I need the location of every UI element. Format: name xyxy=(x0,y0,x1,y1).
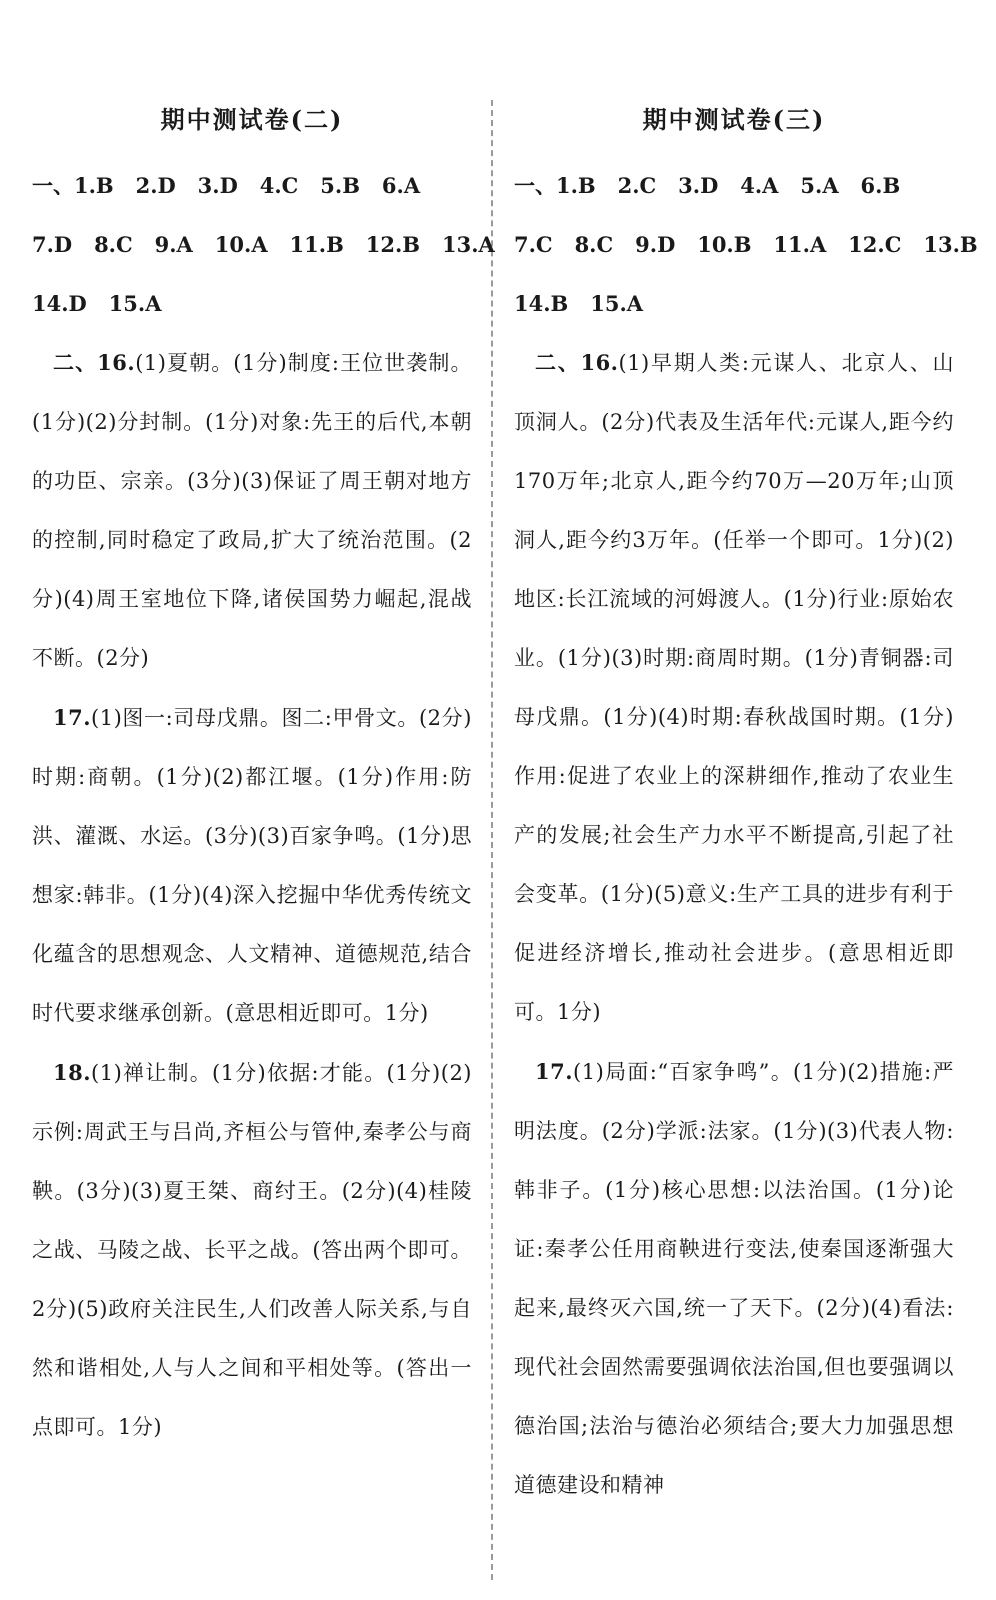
left-item-18 xyxy=(32,1043,472,1457)
right-mc-row-2: 7.C 8.C 9.D 10.B 11.A 12.C 13.B xyxy=(514,232,978,257)
left-column xyxy=(32,104,495,1457)
right-item-16 xyxy=(514,333,954,1042)
item-text: (1)夏朝。(1分)制度:王位世袭制。(1分)(2)分封制。(1分)对象:先王的后代,本朝的功臣、宗亲。(3分)(3)保证了周王朝对地方的控制,同时稳定了政局,扩大了统治范围。(2分)(4)周王室地位下降,诸侯国势力崛起,混战不断。(2分) xyxy=(32,351,472,670)
item-text: (1)局面:“百家争鸣”。(1分)(2)措施:严明法度。(2分)学派:法家。(1分)(3)代表人物:韩非子。(1分)核心思想:以法治国。(1分)论证:秦孝公任用商鞅进行变法,使秦国逐渐强大起来,最终灭六国,统一了天下。(2分)(4)看法:现代社会固然需要强调依法治国,但也要强调以德治国;法治与德治必须结合;要大力加强思想道德建设和精神 xyxy=(514,1060,954,1497)
left-mc-row-3: 14.D 15.A xyxy=(32,291,162,316)
left-mc-row-1: 一、1.B 2.D 3.D 4.C 5.B 6.A xyxy=(32,173,421,198)
right-column xyxy=(514,104,978,1515)
item-text: (1)图一:司母戊鼎。图二:甲骨文。(2分)时期:商朝。(1分)(2)都江堰。(1分)作用:防洪、灌溉、水运。(3分)(3)百家争鸣。(1分)思想家:韩非。(1分)(4)深入挖掘中华优秀传统文化蕴含的思想观念、人文精神、道德规范,结合时代要求继承创新。(意思相近即可。1分) xyxy=(32,706,472,1025)
right-item-17 xyxy=(514,1042,954,1515)
item-number: 17. xyxy=(53,705,92,730)
item-number: 18. xyxy=(53,1060,92,1085)
column-divider xyxy=(491,100,493,1580)
item-number: 17. xyxy=(535,1059,574,1084)
right-mc-row-3: 14.B 15.A xyxy=(514,291,644,316)
item-text: (1)早期人类:元谋人、北京人、山顶洞人。(2分)代表及生活年代:元谋人,距今约170万年;北京人,距今约70万—20万年;山顶洞人,距今约3万年。(任举一个即可。1分)(2)地区:长江流域的河姆渡人。(1分)行业:原始农业。(1分)(3)时期:商周时期。(1分)青铜器:司母戊鼎。(1分)(4)时期:春秋战国时期。(1分)作用:促进了农业上的深耕细作,推动了农业生产的发展;社会生产力水平不断提高,引起了社会变革。(1分)(5)意义:生产工具的进步有利于促进经济增长,推动社会进步。(意思相近即可。1分) xyxy=(514,351,954,1024)
left-item-16 xyxy=(32,333,472,688)
item-number: 二、16. xyxy=(53,350,136,375)
left-title: 期中测试卷(二) xyxy=(160,105,344,134)
right-title: 期中测试卷(三) xyxy=(642,105,826,134)
item-text: (1)禅让制。(1分)依据:才能。(1分)(2)示例:周武王与吕尚,齐桓公与管仲,秦孝公与商鞅。(3分)(3)夏王桀、商纣王。(2分)(4)桂陵之战、马陵之战、长平之战。(答出两个即可。2分)(5)政府关注民生,人们改善人际关系,与自然和谐相处,人与人之间和平相处等。(答出一点即可。1分) xyxy=(32,1061,472,1439)
right-mc-row-1: 一、1.B 2.C 3.D 4.A 5.A 6.B xyxy=(514,173,901,198)
left-mc-row-2: 7.D 8.C 9.A 10.A 11.B 12.B 13.A xyxy=(32,232,495,257)
item-number: 二、16. xyxy=(535,350,619,375)
left-item-17 xyxy=(32,688,472,1043)
